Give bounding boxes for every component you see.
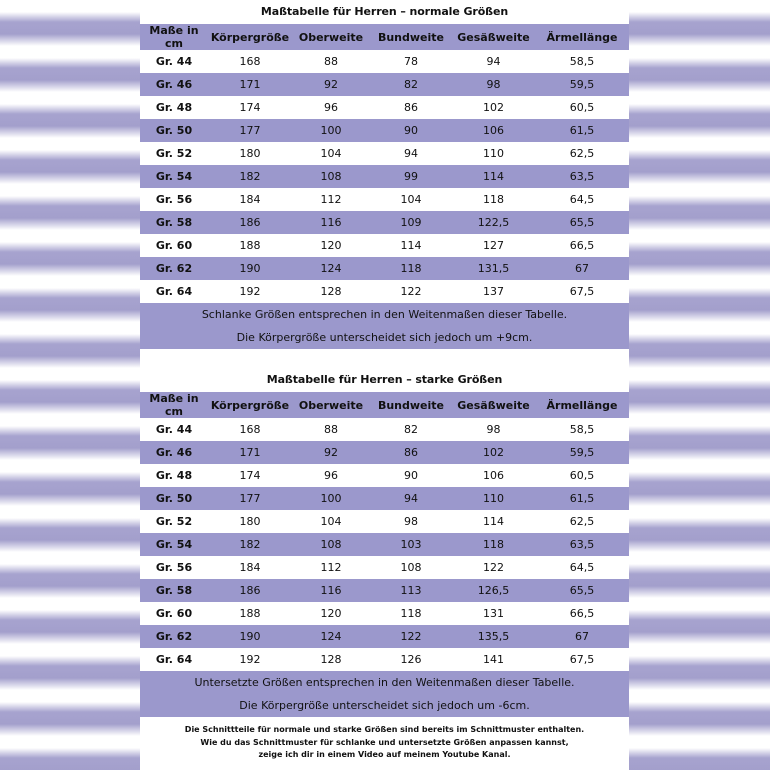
header-measure: Maße in cm (149, 392, 199, 418)
measure-cell: 62,5 (569, 147, 595, 160)
measure-cell: 106 (483, 124, 504, 137)
strong-sizes-body (140, 418, 629, 671)
measure-cell: 104 (320, 515, 342, 528)
header-waist: Bundweite (377, 398, 445, 412)
measure-cell: 182 (239, 538, 261, 551)
measure-cell: 131,5 (477, 262, 510, 275)
table-row (140, 50, 629, 73)
size-label-cell: Gr. 62 (155, 630, 193, 643)
size-label-cell: Gr. 50 (155, 492, 193, 505)
measure-cell: 86 (404, 101, 418, 114)
header-height: Körpergröße (210, 30, 290, 44)
measure-cell: 184 (239, 561, 261, 574)
table-row (140, 579, 629, 602)
measure-cell: 126,5 (477, 584, 510, 597)
note-line: Die Körpergröße unterscheidet sich jedoch um -6cm. (239, 699, 530, 712)
size-label-cell: Gr. 60 (155, 239, 193, 252)
measure-cell: 190 (239, 262, 261, 275)
measure-cell: 63,5 (569, 538, 595, 551)
measure-cell: 64,5 (569, 561, 595, 574)
size-label-cell: Gr. 56 (155, 561, 193, 574)
size-label-cell: Gr. 64 (155, 653, 193, 666)
measure-cell: 66,5 (569, 607, 595, 620)
measure-cell: 103 (400, 538, 422, 551)
table-row (140, 165, 629, 188)
measure-cell: 110 (483, 492, 504, 505)
normal-sizes-body (140, 50, 629, 303)
header-sleeve: Ärmellänge (546, 398, 618, 412)
measure-cell: 98 (404, 515, 418, 528)
measure-cell: 114 (400, 239, 422, 252)
measure-cell: 190 (239, 630, 261, 643)
measure-cell: 127 (483, 239, 504, 252)
measure-cell: 99 (404, 170, 418, 183)
measure-cell: 64,5 (569, 193, 595, 206)
measure-cell: 94 (404, 147, 418, 160)
measure-cell: 82 (404, 423, 418, 436)
measure-cell: 65,5 (569, 216, 595, 229)
strong-sizes-title: Maßtabelle für Herren – starke Größen (266, 373, 503, 386)
size-label-cell: Gr. 56 (155, 193, 193, 206)
measure-cell: 112 (320, 193, 342, 206)
measure-cell: 96 (324, 101, 338, 114)
measure-cell: 168 (239, 423, 261, 436)
measure-cell: 122 (483, 561, 504, 574)
measure-cell: 128 (320, 285, 342, 298)
table-row (140, 487, 629, 510)
measure-cell: 126 (400, 653, 422, 666)
header-sleeve: Ärmellänge (546, 30, 618, 44)
measure-cell: 171 (239, 78, 261, 91)
measure-cell: 180 (239, 147, 261, 160)
measure-cell: 174 (239, 101, 261, 114)
table-row (140, 211, 629, 234)
size-label-cell: Gr. 46 (155, 446, 193, 459)
measure-cell: 102 (483, 101, 504, 114)
table-row (140, 73, 629, 96)
measure-cell: 60,5 (569, 469, 595, 482)
measure-cell: 108 (320, 538, 342, 551)
table-row (140, 234, 629, 257)
measure-cell: 192 (239, 285, 261, 298)
measure-cell: 67 (575, 262, 589, 275)
measure-cell: 118 (483, 538, 504, 551)
size-label-cell: Gr. 54 (155, 170, 193, 183)
measure-cell: 106 (483, 469, 504, 482)
measure-cell: 184 (239, 193, 261, 206)
measure-cell: 110 (483, 147, 504, 160)
table-row (140, 625, 629, 648)
measure-cell: 114 (483, 170, 504, 183)
measure-cell: 109 (400, 216, 422, 229)
measure-cell: 90 (404, 469, 418, 482)
measure-cell: 192 (239, 653, 261, 666)
measure-cell: 124 (320, 630, 342, 643)
measure-cell: 122 (400, 630, 422, 643)
measure-cell: 112 (320, 561, 342, 574)
measure-cell: 100 (320, 124, 342, 137)
table-row (140, 602, 629, 625)
measure-cell: 67,5 (569, 285, 595, 298)
normal-sizes-table-block (140, 0, 629, 349)
size-label-cell: Gr. 62 (155, 262, 193, 275)
measure-cell: 120 (320, 239, 342, 252)
table-row (140, 441, 629, 464)
table-row (140, 418, 629, 441)
measure-cell: 177 (239, 492, 261, 505)
measure-cell: 59,5 (569, 446, 595, 459)
measure-cell: 124 (320, 262, 342, 275)
size-label-cell: Gr. 54 (155, 538, 193, 551)
table-row (140, 188, 629, 211)
table-row (140, 556, 629, 579)
measure-cell: 114 (483, 515, 504, 528)
size-label-cell: Gr. 48 (155, 469, 193, 482)
size-label-cell: Gr. 44 (155, 55, 193, 68)
measure-cell: 186 (239, 584, 261, 597)
measure-cell: 182 (239, 170, 261, 183)
measure-cell: 102 (483, 446, 504, 459)
size-label-cell: Gr. 48 (155, 101, 193, 114)
measure-cell: 98 (486, 78, 501, 91)
measure-cell: 61,5 (569, 124, 595, 137)
table-row (140, 464, 629, 487)
measure-cell: 92 (324, 78, 338, 91)
measure-cell: 62,5 (569, 515, 595, 528)
measure-cell: 63,5 (569, 170, 595, 183)
measure-cell: 118 (400, 262, 422, 275)
measure-cell: 67 (575, 630, 589, 643)
measure-cell: 116 (320, 584, 342, 597)
measure-cell: 137 (483, 285, 504, 298)
measure-cell: 186 (239, 216, 261, 229)
measure-cell: 120 (320, 607, 342, 620)
measure-cell: 98 (486, 423, 501, 436)
measure-cell: 131 (483, 607, 504, 620)
measure-cell: 60,5 (569, 101, 595, 114)
measure-cell: 174 (239, 469, 261, 482)
size-label-cell: Gr. 58 (155, 216, 193, 229)
footer-line: Wie du das Schnittmuster für schlanke und untersetzte Größen anpassen kannst, (200, 737, 569, 747)
table-row (140, 648, 629, 671)
measure-cell: 88 (324, 423, 338, 436)
table-header-row (140, 392, 629, 418)
measure-cell: 122,5 (477, 216, 510, 229)
measure-cell: 82 (404, 78, 418, 91)
measure-cell: 141 (483, 653, 504, 666)
measure-cell: 135,5 (477, 630, 510, 643)
measure-cell: 94 (404, 492, 418, 505)
table-row (140, 119, 629, 142)
measure-cell: 58,5 (569, 55, 595, 68)
measure-cell: 180 (239, 515, 261, 528)
header-chest: Oberweite (298, 398, 364, 412)
measure-cell: 78 (404, 55, 418, 68)
size-label-cell: Gr. 46 (155, 78, 193, 91)
measure-cell: 66,5 (569, 239, 595, 252)
note-line: Untersetzte Größen entsprechen in den Weitenmaßen dieser Tabelle. (194, 676, 575, 689)
measure-cell: 118 (483, 193, 504, 206)
table-row (140, 510, 629, 533)
measure-cell: 104 (320, 147, 342, 160)
header-height: Körpergröße (210, 398, 290, 412)
measure-cell: 188 (239, 607, 261, 620)
table-row (140, 533, 629, 556)
strong-sizes-table-block (140, 368, 629, 717)
measure-cell: 86 (404, 446, 418, 459)
header-hip: Gesäßweite (457, 30, 530, 44)
note-line: Schlanke Größen entsprechen in den Weitenmaßen dieser Tabelle. (201, 308, 568, 321)
footer-line: zeige ich dir in einem Video auf meinem Youtube Kanal. (258, 750, 511, 759)
measure-cell: 65,5 (569, 584, 595, 597)
footer-line: Die Schnittteile für normale und starke Größen sind bereits im Schnittmuster enthalten. (184, 725, 585, 734)
size-label-cell: Gr. 64 (155, 285, 193, 298)
measure-cell: 59,5 (569, 78, 595, 91)
header-waist: Bundweite (377, 30, 445, 44)
measure-cell: 168 (239, 55, 261, 68)
size-label-cell: Gr. 52 (155, 515, 193, 528)
header-measure: Maße in cm (149, 24, 199, 50)
measure-cell: 116 (320, 216, 342, 229)
measure-cell: 58,5 (569, 423, 595, 436)
measure-cell: 171 (239, 446, 261, 459)
measure-cell: 177 (239, 124, 261, 137)
table-row (140, 280, 629, 303)
measure-cell: 94 (486, 55, 501, 68)
header-chest: Oberweite (298, 30, 364, 44)
measure-cell: 188 (239, 239, 261, 252)
measure-cell: 88 (324, 55, 338, 68)
table-row (140, 142, 629, 165)
size-label-cell: Gr. 50 (155, 124, 193, 137)
footer-note (140, 724, 629, 762)
header-hip: Gesäßweite (457, 398, 530, 412)
measure-cell: 104 (400, 193, 422, 206)
normal-sizes-title: Maßtabelle für Herren – normale Größen (260, 5, 509, 18)
table-row (140, 96, 629, 119)
size-chart-sheet (140, 0, 629, 770)
strong-sizes-note (140, 671, 629, 717)
size-label-cell: Gr. 44 (155, 423, 193, 436)
measure-cell: 113 (400, 584, 422, 597)
measure-cell: 108 (320, 170, 342, 183)
measure-cell: 108 (400, 561, 422, 574)
normal-sizes-table (140, 24, 629, 303)
size-label-cell: Gr. 60 (155, 607, 193, 620)
measure-cell: 61,5 (569, 492, 595, 505)
table-header-row (140, 24, 629, 50)
measure-cell: 122 (400, 285, 422, 298)
size-label-cell: Gr. 58 (155, 584, 193, 597)
measure-cell: 100 (320, 492, 342, 505)
measure-cell: 128 (320, 653, 342, 666)
note-line: Die Körpergröße unterscheidet sich jedoch um +9cm. (236, 331, 533, 344)
measure-cell: 118 (400, 607, 422, 620)
size-label-cell: Gr. 52 (155, 147, 193, 160)
table-row (140, 257, 629, 280)
measure-cell: 90 (404, 124, 418, 137)
measure-cell: 92 (324, 446, 338, 459)
measure-cell: 67,5 (569, 653, 595, 666)
normal-sizes-note (140, 303, 629, 349)
measure-cell: 96 (324, 469, 338, 482)
strong-sizes-table (140, 392, 629, 671)
